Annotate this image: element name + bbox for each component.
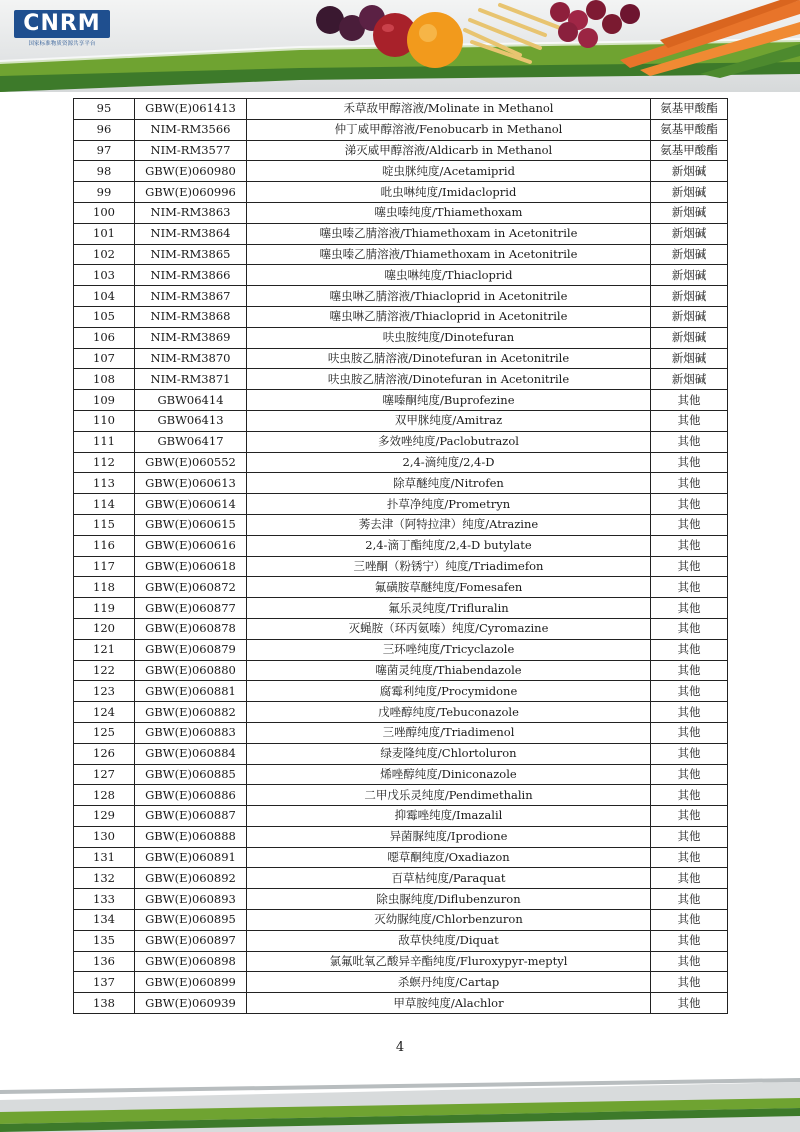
table-row [74,327,728,348]
cell-index: 107 [74,348,135,369]
cell-category: 其他 [651,847,728,868]
cell-code: GBW(E)060552 [135,452,247,473]
table-row [74,785,728,806]
cell-category: 其他 [651,764,728,785]
table-row [74,868,728,889]
table-row [74,390,728,411]
cell-index: 120 [74,618,135,639]
cell-code: GBW(E)060615 [135,514,247,535]
cell-name: 呋虫胺乙腈溶液/Dinotefuran in Acetonitrile [247,369,651,390]
table-row [74,182,728,203]
cell-index: 98 [74,161,135,182]
cell-category: 新烟碱 [651,182,728,203]
cell-name: 二甲戊乐灵纯度/Pendimethalin [247,785,651,806]
cell-name: 噻虫啉乙腈溶液/Thiacloprid in Acetonitrile [247,286,651,307]
table-row [74,639,728,660]
cell-index: 97 [74,140,135,161]
cell-code: GBW(E)060872 [135,577,247,598]
header-decoration [0,0,800,92]
cell-index: 102 [74,244,135,265]
cell-name: 多效唑纯度/Paclobutrazol [247,431,651,452]
table-row [74,993,728,1014]
cell-category: 其他 [651,806,728,827]
cell-category: 其他 [651,598,728,619]
cell-code: NIM-RM3869 [135,327,247,348]
cell-index: 99 [74,182,135,203]
cell-name: 杀螟丹纯度/Cartap [247,972,651,993]
cell-code: GBW(E)060899 [135,972,247,993]
cell-category: 新烟碱 [651,223,728,244]
header-banner [0,0,800,92]
cell-code: GBW(E)060980 [135,161,247,182]
cell-name: 双甲脒纯度/Amitraz [247,410,651,431]
cell-category: 新烟碱 [651,244,728,265]
table-row [74,826,728,847]
table-row [74,223,728,244]
cell-name: 噻虫啉乙腈溶液/Thiacloprid in Acetonitrile [247,306,651,327]
table-row [74,99,728,120]
cell-code: GBW(E)060614 [135,494,247,515]
cell-code: GBW(E)060886 [135,785,247,806]
cell-category: 其他 [651,660,728,681]
cell-name: 灭幼脲纯度/Chlorbenzuron [247,910,651,931]
cell-code: NIM-RM3868 [135,306,247,327]
cnrm-logo [14,10,110,48]
cell-name: 莠去津（阿特拉津）纯度/Atrazine [247,514,651,535]
cell-index: 125 [74,722,135,743]
cell-name: 三唑醇纯度/Triadimenol [247,722,651,743]
cell-category: 其他 [651,535,728,556]
table-row [74,681,728,702]
cell-name: 绿麦隆纯度/Chlortoluron [247,743,651,764]
cell-category: 新烟碱 [651,202,728,223]
cell-category: 其他 [651,930,728,951]
cell-category: 其他 [651,910,728,931]
table-row [74,618,728,639]
cell-index: 115 [74,514,135,535]
cell-code: GBW(E)060613 [135,473,247,494]
table-row [74,244,728,265]
cell-index: 135 [74,930,135,951]
cell-code: GBW(E)060895 [135,910,247,931]
cell-name: 2,4-滴丁酯纯度/2,4-D butylate [247,535,651,556]
cell-name: 噻虫嗪纯度/Thiamethoxam [247,202,651,223]
cell-category: 其他 [651,514,728,535]
table-row [74,722,728,743]
table-row [74,140,728,161]
cell-name: 噁草酮纯度/Oxadiazon [247,847,651,868]
cell-category: 新烟碱 [651,348,728,369]
cell-name: 噻虫嗪乙腈溶液/Thiamethoxam in Acetonitrile [247,244,651,265]
cell-name: 烯唑醇纯度/Diniconazole [247,764,651,785]
cell-code: NIM-RM3870 [135,348,247,369]
cell-category: 其他 [651,702,728,723]
cell-code: GBW(E)060883 [135,722,247,743]
cell-code: NIM-RM3871 [135,369,247,390]
cell-code: GBW(E)060618 [135,556,247,577]
cell-index: 113 [74,473,135,494]
table-row [74,452,728,473]
cell-index: 106 [74,327,135,348]
cell-index: 121 [74,639,135,660]
cell-category: 氨基甲酸酯 [651,99,728,120]
table-row [74,431,728,452]
cell-category: 其他 [651,743,728,764]
cell-category: 其他 [651,681,728,702]
cell-index: 127 [74,764,135,785]
table-row [74,764,728,785]
table-row [74,161,728,182]
cell-index: 126 [74,743,135,764]
cell-index: 124 [74,702,135,723]
cell-index: 132 [74,868,135,889]
cell-name: 禾草敌甲醇溶液/Molinate in Methanol [247,99,651,120]
cell-category: 其他 [651,972,728,993]
table-row [74,930,728,951]
table-row [74,473,728,494]
cell-category: 其他 [651,951,728,972]
cell-name: 百草枯纯度/Paraquat [247,868,651,889]
cell-index: 96 [74,119,135,140]
table-row [74,265,728,286]
cell-code: GBW(E)060879 [135,639,247,660]
cell-category: 其他 [651,390,728,411]
cell-category: 其他 [651,785,728,806]
cell-index: 101 [74,223,135,244]
cell-name: 甲草胺纯度/Alachlor [247,993,651,1014]
cell-code: GBW(E)060616 [135,535,247,556]
table-row [74,202,728,223]
cell-index: 116 [74,535,135,556]
table-row [74,286,728,307]
cell-code: NIM-RM3566 [135,119,247,140]
cell-name: 涕灭威甲醇溶液/Aldicarb in Methanol [247,140,651,161]
cell-index: 123 [74,681,135,702]
cell-category: 其他 [651,556,728,577]
table-row [74,535,728,556]
cell-name: 噻虫嗪乙腈溶液/Thiamethoxam in Acetonitrile [247,223,651,244]
cell-category: 其他 [651,431,728,452]
table-row [74,119,728,140]
cell-name: 2,4-滴纯度/2,4-D [247,452,651,473]
cell-index: 105 [74,306,135,327]
cell-index: 108 [74,369,135,390]
cell-index: 100 [74,202,135,223]
cell-category: 新烟碱 [651,265,728,286]
cell-category: 其他 [651,639,728,660]
cell-code: GBW(E)060939 [135,993,247,1014]
cell-code: NIM-RM3863 [135,202,247,223]
cell-name: 敌草快纯度/Diquat [247,930,651,951]
cell-category: 新烟碱 [651,306,728,327]
cell-code: NIM-RM3866 [135,265,247,286]
cell-code: GBW06417 [135,431,247,452]
table-row [74,556,728,577]
cell-index: 103 [74,265,135,286]
cell-code: GBW(E)060878 [135,618,247,639]
cell-code: GBW(E)060893 [135,889,247,910]
table-row [74,660,728,681]
cell-category: 其他 [651,868,728,889]
footer-band [0,1078,800,1132]
cell-name: 抑霉唑纯度/Imazalil [247,806,651,827]
cell-code: GBW(E)060888 [135,826,247,847]
cell-index: 130 [74,826,135,847]
cell-index: 134 [74,910,135,931]
cell-code: GBW(E)060885 [135,764,247,785]
cell-index: 122 [74,660,135,681]
cell-category: 其他 [651,826,728,847]
cell-index: 109 [74,390,135,411]
cell-index: 136 [74,951,135,972]
cell-name: 仲丁威甲醇溶液/Fenobucarb in Methanol [247,119,651,140]
cell-category: 新烟碱 [651,161,728,182]
cell-index: 119 [74,598,135,619]
cell-name: 吡虫啉纯度/Imidacloprid [247,182,651,203]
cell-index: 111 [74,431,135,452]
cell-code: NIM-RM3867 [135,286,247,307]
cell-name: 腐霉利纯度/Procymidone [247,681,651,702]
reference-materials-table [73,98,727,1014]
logo-subtitle: 国家标准物质资源共享平台 [28,41,96,47]
cell-index: 137 [74,972,135,993]
cell-category: 其他 [651,618,728,639]
table-row [74,889,728,910]
cell-name: 噻嗪酮纯度/Buprofezine [247,390,651,411]
table-body [74,99,728,1014]
cell-name: 氟磺胺草醚纯度/Fomesafen [247,577,651,598]
table-row [74,348,728,369]
table-row [74,702,728,723]
cell-code: GBW(E)060898 [135,951,247,972]
table-row [74,306,728,327]
cell-name: 灭蝇胺（环丙氨嗪）纯度/Cyromazine [247,618,651,639]
cell-index: 128 [74,785,135,806]
table-row [74,410,728,431]
cell-index: 114 [74,494,135,515]
cell-category: 氨基甲酸酯 [651,119,728,140]
cell-index: 95 [74,99,135,120]
cell-index: 131 [74,847,135,868]
cell-name: 异菌脲纯度/Iprodione [247,826,651,847]
table-row [74,743,728,764]
cell-index: 133 [74,889,135,910]
cell-name: 除草醚纯度/Nitrofen [247,473,651,494]
cell-code: GBW(E)060884 [135,743,247,764]
cell-code: GBW(E)060877 [135,598,247,619]
cell-name: 扑草净纯度/Prometryn [247,494,651,515]
cell-code: GBW06413 [135,410,247,431]
cell-name: 三唑酮（粉锈宁）纯度/Triadimefon [247,556,651,577]
cell-code: NIM-RM3865 [135,244,247,265]
cell-code: GBW(E)060882 [135,702,247,723]
cell-index: 129 [74,806,135,827]
cell-name: 呋虫胺纯度/Dinotefuran [247,327,651,348]
table-row [74,577,728,598]
cell-code: GBW(E)060892 [135,868,247,889]
cell-category: 其他 [651,993,728,1014]
cell-index: 118 [74,577,135,598]
cell-code: GBW(E)060891 [135,847,247,868]
page-number: 4 [395,1040,405,1055]
logo-text: CNRM [14,10,110,38]
cell-category: 其他 [651,410,728,431]
cell-index: 104 [74,286,135,307]
cell-index: 110 [74,410,135,431]
cell-index: 117 [74,556,135,577]
cell-category: 新烟碱 [651,327,728,348]
cell-name: 呋虫胺乙腈溶液/Dinotefuran in Acetonitrile [247,348,651,369]
table-row [74,806,728,827]
table-row [74,514,728,535]
table-row [74,369,728,390]
cell-code: GBW(E)060881 [135,681,247,702]
cell-index: 112 [74,452,135,473]
cell-index: 138 [74,993,135,1014]
table-row [74,494,728,515]
cell-category: 其他 [651,452,728,473]
cell-category: 新烟碱 [651,286,728,307]
table-row [74,847,728,868]
cell-name: 氯氟吡氧乙酸异辛酯纯度/Fluroxypyr-meptyl [247,951,651,972]
cell-code: GBW(E)061413 [135,99,247,120]
cell-name: 噻菌灵纯度/Thiabendazole [247,660,651,681]
table-row [74,972,728,993]
cell-code: GBW(E)060897 [135,930,247,951]
table-row [74,910,728,931]
cell-category: 其他 [651,494,728,515]
cell-category: 其他 [651,577,728,598]
cell-code: NIM-RM3864 [135,223,247,244]
table-row [74,951,728,972]
cell-code: GBW06414 [135,390,247,411]
table-row [74,598,728,619]
cell-name: 戊唑醇纯度/Tebuconazole [247,702,651,723]
cell-code: GBW(E)060887 [135,806,247,827]
cell-name: 氟乐灵纯度/Trifluralin [247,598,651,619]
cell-category: 其他 [651,473,728,494]
cell-category: 其他 [651,889,728,910]
cell-name: 三环唑纯度/Tricyclazole [247,639,651,660]
cell-name: 除虫脲纯度/Diflubenzuron [247,889,651,910]
cell-name: 啶虫脒纯度/Acetamiprid [247,161,651,182]
cell-name: 噻虫啉纯度/Thiacloprid [247,265,651,286]
cell-category: 氨基甲酸酯 [651,140,728,161]
cell-category: 其他 [651,722,728,743]
cell-code: NIM-RM3577 [135,140,247,161]
cell-code: GBW(E)060880 [135,660,247,681]
cell-code: GBW(E)060996 [135,182,247,203]
cell-category: 新烟碱 [651,369,728,390]
